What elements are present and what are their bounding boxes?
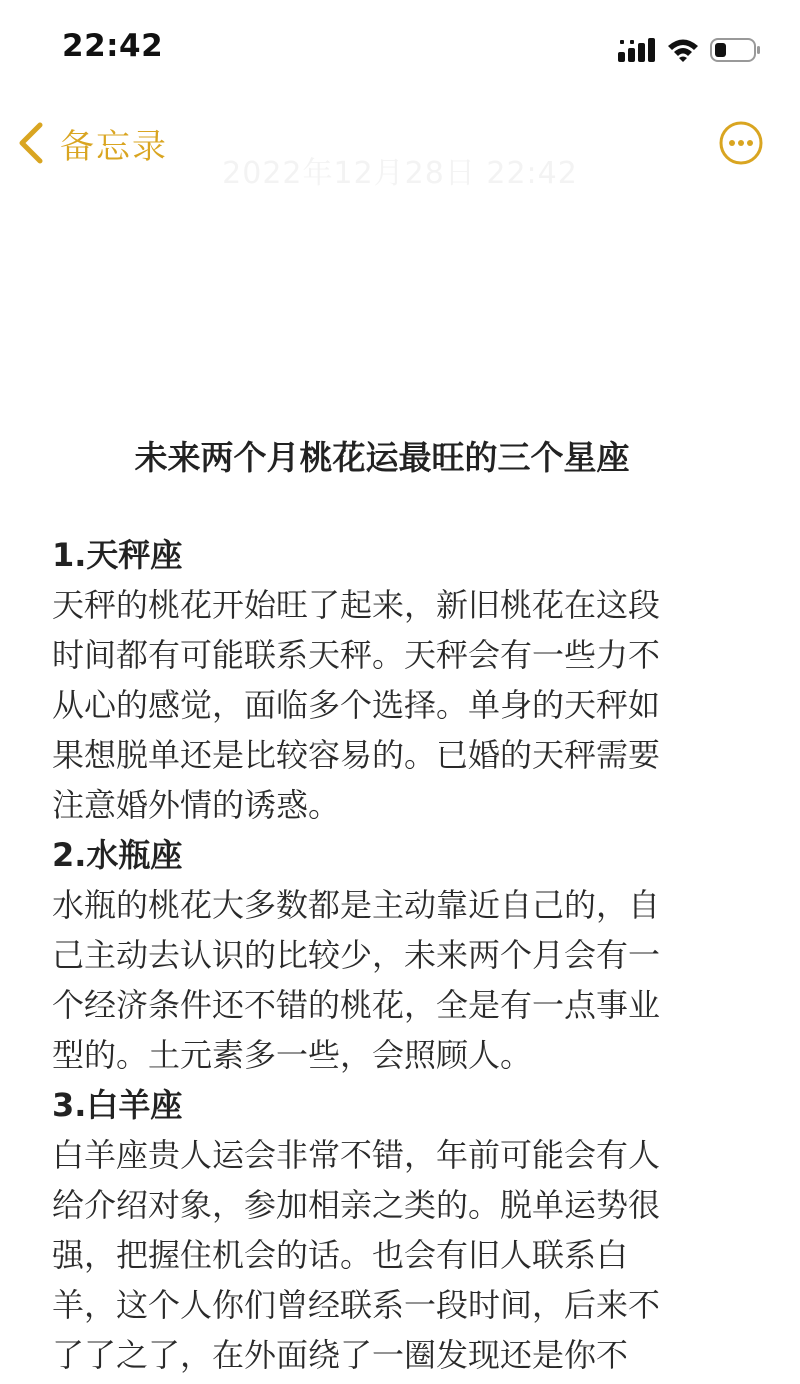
note-section-aquarius bbox=[52, 830, 742, 1080]
note-body[interactable] bbox=[52, 530, 742, 1380]
note-date: 2022年12月28日 22:42 bbox=[222, 156, 578, 191]
status-time: 22:42 bbox=[62, 28, 164, 64]
section-text bbox=[52, 880, 742, 1080]
section-text bbox=[52, 580, 742, 830]
wifi-icon bbox=[666, 36, 700, 64]
text-line: 个经济条件还不错的桃花，全是有一点事业 bbox=[52, 986, 661, 1024]
note-section-aries bbox=[52, 1080, 742, 1380]
text-line: 天秤的桃花开始旺了起来，新旧桃花在这段 bbox=[52, 586, 661, 624]
section-heading: 1.天秤座 bbox=[52, 536, 183, 574]
cellular-signal-icon bbox=[618, 38, 658, 64]
text-line: 强，把握住机会的话。也会有旧人联系白 bbox=[52, 1236, 629, 1274]
section-text bbox=[52, 1130, 742, 1380]
text-line: 给介绍对象，参加相亲之类的。脱单运势很 bbox=[52, 1186, 661, 1224]
text-line: 水瓶的桃花大多数都是主动靠近自己的，自 bbox=[52, 886, 661, 924]
note-title: 未来两个月桃花运最旺的三个星座 bbox=[134, 438, 630, 477]
text-line: 白羊座贵人运会非常不错，年前可能会有人 bbox=[52, 1136, 661, 1174]
section-heading: 2.水瓶座 bbox=[52, 836, 183, 874]
text-line: 时间都有可能联系天秤。天秤会有一些力不 bbox=[52, 636, 661, 674]
text-line: 型的。土元素多一些，会照顾人。 bbox=[52, 1036, 533, 1074]
text-line: 羊，这个人你们曾经联系一段时间，后来不 bbox=[52, 1286, 661, 1324]
text-line: 注意婚外情的诱惑。 bbox=[52, 786, 341, 824]
text-line: 从心的感觉，面临多个选择。单身的天秤如 bbox=[52, 686, 661, 724]
note-section-libra bbox=[52, 530, 742, 830]
back-button-label: 备忘录 bbox=[60, 126, 168, 167]
text-line: 己主动去认识的比较少，未来两个月会有一 bbox=[52, 936, 661, 974]
battery-icon bbox=[710, 37, 762, 63]
text-line: 果想脱单还是比较容易的。已婚的天秤需要 bbox=[52, 736, 661, 774]
status-bar bbox=[0, 0, 800, 100]
section-heading: 3.白羊座 bbox=[52, 1086, 183, 1124]
text-line: 了了之了，在外面绕了一圈发现还是你不 bbox=[52, 1336, 629, 1374]
